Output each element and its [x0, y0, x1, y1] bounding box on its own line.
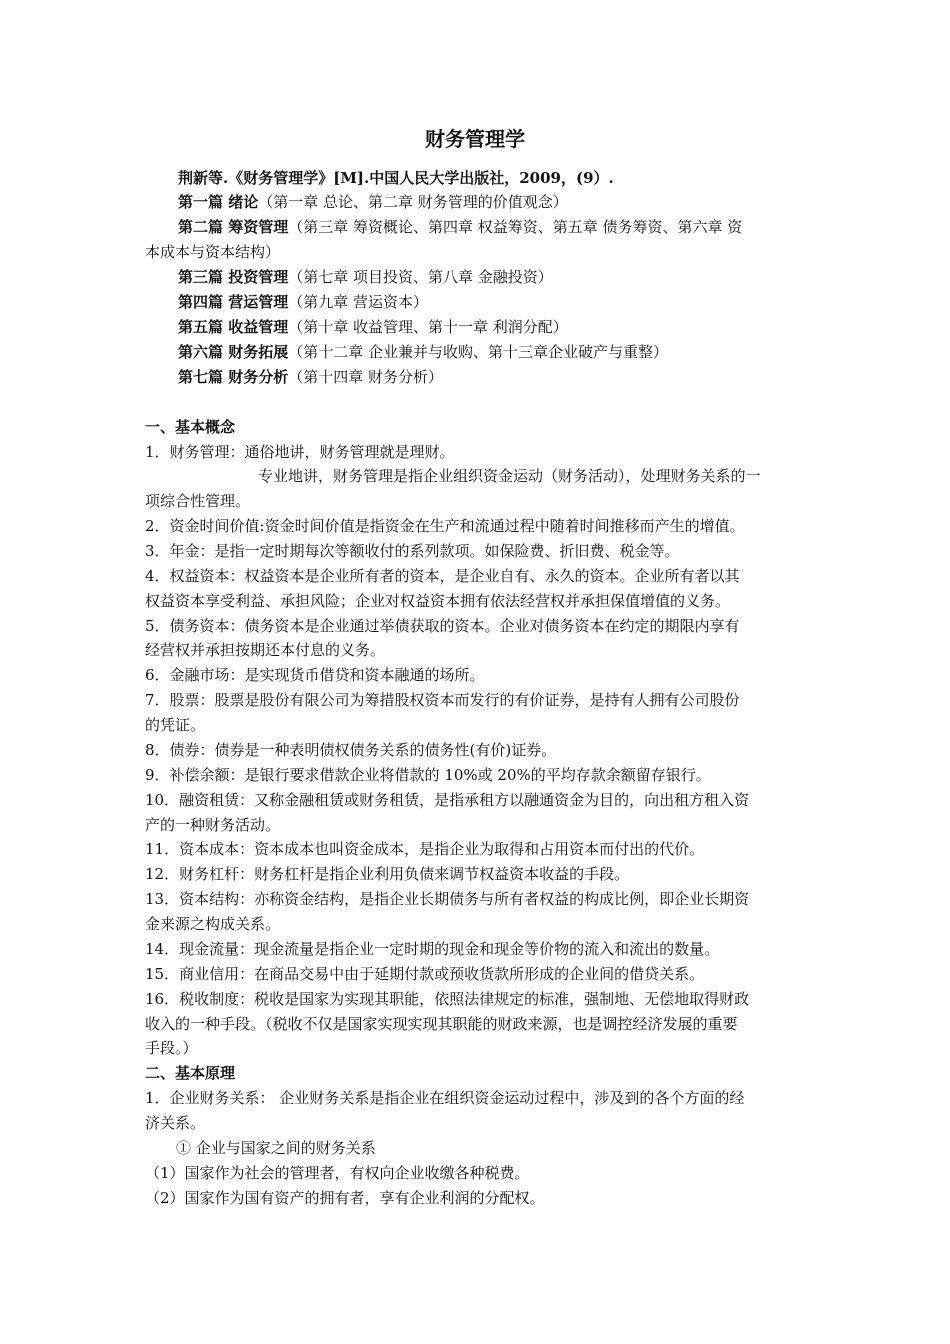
concept-line: 8．债券：债券是一种表明债权债务关系的债务性(有价)证券。	[145, 741, 557, 759]
concept-line: 9．补偿余额：是银行要求借款企业将借款的 10%或 20%的平均存款余额留存银行。	[145, 766, 711, 784]
part-2	[178, 215, 842, 239]
concept-line: 产的一种财务活动。	[145, 816, 281, 834]
concept-line: 经营权并承担按期还本付息的义务。	[145, 641, 386, 659]
concept-line: 6．金融市场：是实现货币借贷和资本融通的场所。	[145, 666, 485, 684]
part-label: 第七篇 财务分析	[178, 368, 289, 386]
concept-line: 5．债务资本：债务资本是企业通过举债获取的资本。企业对债务资本在约定的期限内享有	[145, 617, 740, 635]
principle-line: 1．企业财务关系： 企业财务关系是指企业在组织资金运动过程中，涉及到的各个方面的经	[145, 1089, 745, 1107]
concept-line: 专业地讲，财务管理是指企业组织资金运动（财务活动），处理财务关系的一	[258, 467, 761, 485]
part-label: 第四篇 营运管理	[178, 293, 289, 311]
part-2-continued: 本成本与资本结构）	[145, 243, 281, 261]
part-label: 第一篇 绪论	[178, 193, 259, 211]
concept-line: 16．税收制度：税收是国家为实现其职能，依照法律规定的标准，强制地、无偿地取得财政	[145, 990, 750, 1008]
concept-line: 金来源之构成关系。	[145, 915, 281, 933]
concept-line: 手段。）	[145, 1039, 198, 1057]
part-detail: （第一章 总论、第二章 财务管理的价值观念）	[258, 193, 568, 211]
concept-line: 15．商业信用：在商品交易中由于延期付款或预收货款所形成的企业间的借贷关系。	[145, 965, 705, 983]
reference-line: 荆新等.《财务管理学》[M].中国人民大学出版社，2009，(9）.	[178, 169, 614, 187]
concept-line: 2．资金时间价值:资金时间价值是指资金在生产和流通过程中随着时间推移而产生的增值。	[145, 517, 745, 535]
principle-subheading: ① 企业与国家之间的财务关系	[176, 1139, 376, 1157]
page-title: 财务管理学	[425, 127, 525, 151]
part-6	[178, 340, 842, 364]
concept-line: 3．年金：是指一定时期每次等额收付的系列款项。如保险费、折旧费、税金等。	[145, 542, 680, 560]
part-label: 第六篇 财务拓展	[178, 343, 289, 361]
concept-line: 收入的一种手段。（税收不仅是国家实现实现其职能的财政来源，也是调控经济发展的重要	[145, 1015, 738, 1033]
part-7	[178, 365, 842, 389]
section-heading-concepts: 一、基本概念	[145, 418, 236, 436]
part-detail: （第十章 收益管理、第十一章 利润分配）	[288, 318, 568, 336]
concept-line: 4．权益资本：权益资本是企业所有者的资本，是企业自有、永久的资本。企业所有者以其	[145, 567, 740, 585]
principle-line: 济关系。	[145, 1114, 206, 1132]
concept-line: 7．股票：股票是股份有限公司为筹措股权资本而发行的有价证券，是持有人拥有公司股份	[145, 691, 740, 709]
part-detail: （第七章 项目投资、第八章 金融投资）	[288, 268, 553, 286]
part-label: 第三篇 投资管理	[178, 268, 289, 286]
part-detail: （第九章 营运资本）	[288, 293, 429, 311]
concept-line: 1．财务管理：通俗地讲，财务管理就是理财。	[145, 443, 455, 461]
part-4	[178, 290, 842, 314]
concept-line: 13．资本结构：亦称资金结构，是指企业长期债务与所有者权益的构成比例，即企业长期资	[145, 890, 750, 908]
part-detail: （第十四章 财务分析）	[288, 368, 444, 386]
principle-line: （1）国家作为社会的管理者，有权向企业收缴各种税费。	[145, 1164, 530, 1182]
part-5	[178, 315, 842, 339]
concept-line: 10．融资租赁：又称金融租赁或财务租赁，是指承租方以融通资金为目的，向出租方租入资	[145, 791, 750, 809]
part-3	[178, 265, 842, 289]
section-heading-principles: 二、基本原理	[145, 1064, 236, 1082]
part-detail: （第三章 筹资概论、第四章 权益筹资、第五章 债务筹资、第六章 资	[288, 218, 743, 236]
principle-line: （2）国家作为国有资产的拥有者，享有企业利润的分配权。	[145, 1189, 545, 1207]
concept-line: 11．资本成本：资本成本也叫资金成本，是指企业为取得和占用资本而付出的代价。	[145, 840, 705, 858]
part-label: 第二篇 筹资管理	[178, 218, 289, 236]
concept-line: 14．现金流量：现金流量是指企业一定时期的现金和现金等价物的流入和流出的数量。	[145, 940, 720, 958]
concept-line: 的凭证。	[145, 716, 206, 734]
part-1	[178, 190, 842, 214]
concept-line: 项综合性管理。	[145, 492, 251, 510]
concept-line: 权益资本享受利益、承担风险；企业对权益资本拥有依法经营权并承担保值增值的义务。	[145, 592, 731, 610]
part-label: 第五篇 收益管理	[178, 318, 289, 336]
part-detail: （第十二章 企业兼并与收购、第十三章企业破产与重整）	[288, 343, 669, 361]
concept-line: 12．财务杠杆：财务杠杆是指企业利用负债来调节权益资本收益的手段。	[145, 865, 630, 883]
